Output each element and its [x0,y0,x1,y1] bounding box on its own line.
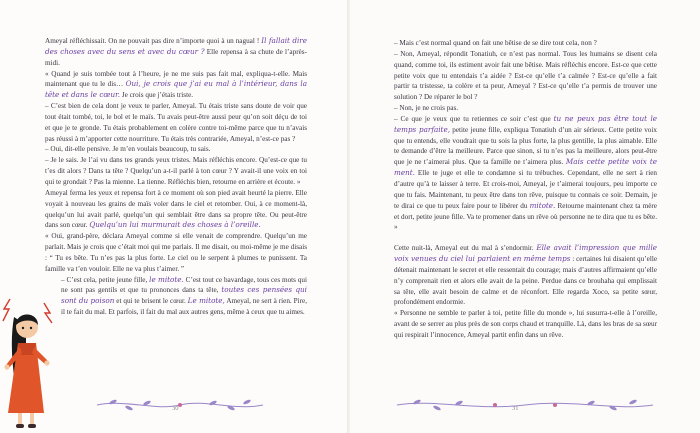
handwritten-phrase: toutes ces pensées qui sont du poison [61,285,307,306]
left-page-text [45,36,307,418]
paragraph [45,275,307,318]
paragraph [45,69,307,102]
text-run: Elle repensa à sa chute de l’après-midi. [45,47,307,67]
right-page-text [394,38,657,338]
paragraph [394,38,657,49]
vine-ornament [395,397,655,413]
paragraph [394,103,657,114]
handwritten-phrase: Quelqu’un lui murmurait des choses à l’oreille. [89,220,261,230]
handwritten-phrase: Oui, je crois que j’ai eu mal à l’intérieur, dans la tête et dans le cœur. [45,79,307,100]
handwritten-phrase: Elle avait l’impression que mille voix venues du ciel lui parlaient en même temps [394,243,657,264]
paragraph [45,101,307,144]
text-run: – Non, je ne crois pas. [394,104,459,113]
handwritten-phrase: Le mitote, [187,296,225,306]
page-number: 31 [512,405,519,412]
text-run: « Quand je suis tombée tout à l’heure, je ne me suis pas fait mal, expliqua-t-elle. Mais maintenant que tu le dis… [45,69,307,89]
handwritten-phrase: tu ne peux pas être tout le temps parfaite, [394,113,657,134]
text-run: Retourne maintenant chez ta mère et dort, petite jeune fille. Va te promener dans un rêve où personne ne te dira que tu es bête. » [394,201,657,232]
handwritten-phrase: Mais cette petite voix te ment. [394,157,657,178]
paragraph [45,155,307,188]
paragraph [394,114,657,233]
text-run: Je crois que j’étais triste. [120,91,194,100]
paragraph [394,308,657,341]
text-run: « Personne ne semble te parler à toi, petite fille du monde », lui susurra-t-elle à l’oreille, avant de se serrer au plus près de son corps chaud et tranquille. Là, dans les bras de sa sœur qui respirait l’innocence, Ameyal partit enfin dans un rêve. [394,309,657,339]
paragraph [394,243,657,308]
text-run: Ameyal, ne sert à rien. Pire, il te fait du mal. Et parfois, il fait du mal aux autres gens, même à ceux que tu aimes. [61,297,307,317]
page-number: 30 [172,405,179,412]
text-run: : certaines lui disaient qu’elle détenait maintenant le secret et elle ressentait du courage; mais d’autres affirmaient qu’elle n’y comprenait rien et alors elle avait de la peine. Perdue dans ce brouhaha qui emplissait sa tête, elle avait besoin de calme et de réconfort. Elle regarda Xoco, sa petite sœur, profondément endormie. [394,255,658,307]
text-run: – Oui, dit-elle pensive. Je m’en voulais beaucoup, tu sais. [45,145,211,154]
text-run: Ameyal ferma les yeux et repensa fort à ce moment où son pied avait heurté la pierre. Elle voyait à nouveau les grains de maïs voler dans le ciel et retomber. Oui, à ce moment-là, quelqu’un lui avait parlé, quelqu’un qui semblait être dans sa propre tête. Ou peut-être dans son cœur. [45,188,307,230]
paragraph [45,231,307,274]
text-run: C’est tout ce bavardage, tous ces mots qui ne sont pas gentils et que tu prononces dans ta tête, [61,275,308,295]
text-run: Cette nuit-là, Ameyal eut du mal à s’endormir. [394,244,537,253]
girl-illustration [0,295,58,433]
text-run: – Non, Ameyal, répondit Tonatiuh, ce n’est pas normal. Tous les humains se disent cela quand, comme toi, ils estiment avoir fait une bêtise. Mais réfléchis encore. Est-ce que cette petite voix que tu entendais t’a aidée ? Est-ce qu’elle t’a calmée ? Est-ce qu’elle a fait partir ta tristesse, ta colère et ta peur, Ameyal ? Est-ce qu’elle t’a permis de trouver une solution ? De réparer le bol ? [394,49,657,102]
paragraph [45,144,307,155]
text-run: petite jeune fille, expliqua Tonatiuh d’un air sérieux. Cette petite voix que tu entends, elle voudrait que tu sois la plus forte, la plus gentille, la plus aimable. Elle te demande d’être la meilleure. Parce que sinon, si tu n’es pas la meilleure, alors peut-être que je ne t’aimerai plus. Que ta famille ne t’aimera plus. [394,125,657,167]
paragraph [45,36,307,69]
text-run: et qui te brisent le cœur. [114,297,188,306]
paragraph [394,49,657,103]
handwritten-phrase: le mitote. [149,274,184,284]
text-run: – Ce que je veux que tu retiennes ce soir c’est que [394,114,554,123]
text-run: – C’est bien de cela dont je veux te parler, Ameyal. Tu étais triste sans doute de voir que tout était tombé, toi, le bol et le maïs. Tu avais peut-être aussi peur qu’on soit déçu de toi et que je te gronde. Tu étais probablement en colère contre toi-même parce que tu n’avais pas réussi à m’apporter cette nourriture. Tu étais très contrariée, Ameyal, n’est-ce pas ? [45,102,307,143]
text-run: Ameyal réfléchissait. On ne pouvait pas dire n’importe quoi à un nagual ! [45,37,262,45]
handwritten-phrase: Il fallait dire des choses avec du sens et avec du cœur ? [45,36,307,56]
right-page [350,0,700,433]
text-run: – Mais c’est normal quand on fait une bêtise de se dire tout cela, non ? [394,39,597,47]
paragraph [45,188,307,231]
text-run: – Je le sais. Je l’ai vu dans tes grands yeux tristes. Mais réfléchis encore. Qu’est-ce que tu t’es dit alors ? Dans ta tête ? Quelqu’un a-t-il parlé à ton cœur ? Y avait-il une voix en toi qui te grondait ? Pas la mienne. La tienne. Réfléchis bien, retourne en arrière et écoute. » [45,156,307,186]
text-run: – C’est cela, petite jeune fille, [61,275,150,284]
handwritten-phrase: mitote. [529,200,556,210]
vine-ornament [95,397,265,413]
text-run: « Oui, grand-père, déclara Ameyal comme si elle venait de comprendre. Quelqu’un me parlait. Mais je crois que c’était moi qui me parlais. Il me disait, ou moi-même je me disais : “ Tu es bête. Tu n’es pas la plus forte. Le ciel ou le serpent à plumes te punissent. Ta famille va t’en vouloir. Elle ne va plus t’aimer. ” [45,232,307,273]
text-run: Elle te juge et elle te condamne si tu trébuches. Cependant, elle ne sert à rien d’autre qu’à te laisser à terre. Et crois-moi, Ameyal, je t’aimerai toujours, peu importe ce que tu fais. Maintenant, tu peux être dans ton rêve, puisque tu connais ce soir. Demain, je te dirai ce que tu peux faire pour te libérer du [394,169,657,210]
